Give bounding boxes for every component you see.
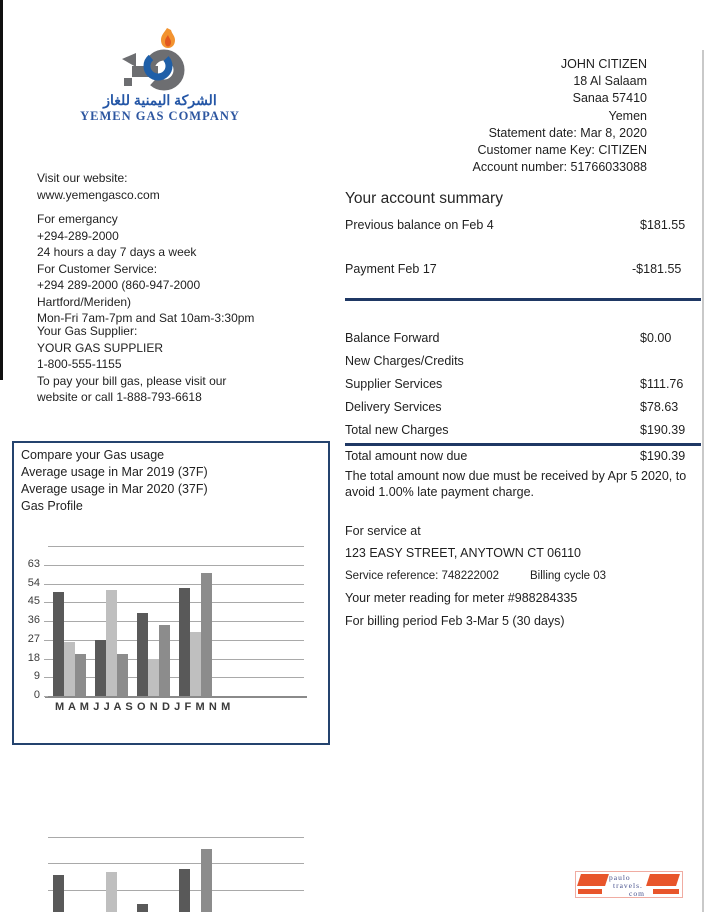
supplier-services-label: Supplier Services bbox=[345, 377, 443, 391]
statement-date: Statement date: Mar 8, 2020 bbox=[488, 125, 647, 140]
chart-y-tick-label: 45 bbox=[27, 595, 40, 608]
chart-titles bbox=[21, 447, 208, 515]
chart-y-tick-label: 63 bbox=[27, 557, 40, 570]
chart-bar bbox=[106, 872, 117, 912]
website-block bbox=[37, 170, 160, 203]
chart-bar bbox=[53, 875, 64, 912]
summary-row bbox=[345, 262, 701, 276]
chart-x-axis-labels: M A M J J A S O N D J F M N M bbox=[55, 701, 231, 713]
payment-label: Payment Feb 17 bbox=[345, 262, 437, 276]
total-new-charges-amount: $190.39 bbox=[640, 423, 686, 437]
divider-rule bbox=[345, 298, 701, 301]
chart-gridline bbox=[48, 837, 304, 838]
company-name-english: YEMEN GAS COMPANY bbox=[80, 109, 240, 123]
scan-edge-left bbox=[0, 0, 3, 380]
emergency-label: For emergancy bbox=[37, 212, 118, 226]
customer-name-key: Customer name Key: CITIZEN bbox=[477, 143, 647, 158]
chart-y-tick-label: 36 bbox=[27, 614, 40, 627]
delivery-services-amount: $78.63 bbox=[640, 400, 679, 414]
chart-y-tick-label: 9 bbox=[33, 670, 40, 683]
total-new-charges-label: Total new Charges bbox=[345, 423, 449, 437]
chart-title-gas-profile: Gas Profile bbox=[21, 499, 83, 513]
recipient-country: Yemen bbox=[608, 108, 647, 123]
pay-bill-line2: website or call 1-888-793-6618 bbox=[37, 390, 202, 404]
new-charges-label: New Charges/Credits bbox=[345, 354, 464, 368]
balance-forward-amount: $0.00 bbox=[640, 331, 672, 345]
recipient-block bbox=[347, 56, 647, 176]
summary-row bbox=[345, 218, 701, 232]
charge-row bbox=[345, 331, 701, 345]
paulo-travels-stamp bbox=[575, 871, 683, 898]
customer-service-hours: Mon-Fri 7am-7pm and Sat 10am-3:30pm bbox=[37, 311, 255, 325]
previous-balance-label: Previous balance on Feb 4 bbox=[345, 218, 494, 232]
customer-service-location: Hartford/Meriden) bbox=[37, 294, 132, 309]
chart-title-avg-2019: Average usage in Mar 2019 (37F) bbox=[21, 465, 208, 479]
chart-bar bbox=[137, 904, 148, 912]
charge-row bbox=[345, 354, 701, 368]
recipient-name: JOHN CITIZEN bbox=[560, 57, 647, 71]
supplier-phone: 1-800-555-1155 bbox=[37, 357, 122, 371]
company-logo bbox=[60, 26, 260, 124]
customer-service-phone: +294 289-2000 (860-947-2000 bbox=[37, 278, 201, 292]
account-number: Account number: 51766033088 bbox=[472, 160, 647, 175]
stamp-bar-left bbox=[578, 889, 602, 894]
chart-gridline bbox=[48, 863, 304, 864]
chart-title-compare: Compare your Gas usage bbox=[21, 448, 165, 462]
for-service-at: For service at bbox=[345, 524, 421, 538]
scan-edge-right bbox=[702, 50, 704, 912]
stamp-flag-left bbox=[577, 874, 609, 886]
total-due-label: Total amount now due bbox=[345, 449, 468, 463]
chart-title-avg-2020: Average usage in Mar 2020 (37F) bbox=[21, 482, 208, 496]
emergency-hours: 24 hours a day 7 days a week bbox=[37, 245, 197, 259]
service-reference: Service reference: 748222002 bbox=[345, 570, 500, 582]
previous-balance-amount: $181.55 bbox=[640, 218, 686, 232]
chart-y-tick-label: 27 bbox=[27, 632, 40, 645]
stamp-bar-right bbox=[653, 889, 679, 894]
recipient-city: Sanaa 57410 bbox=[572, 91, 647, 106]
chart-bar bbox=[179, 869, 190, 912]
stamp-text-line3: com bbox=[629, 889, 645, 898]
chart-bar bbox=[201, 849, 212, 912]
total-due-amount: $190.39 bbox=[640, 449, 686, 463]
service-address: 123 EASY STREET, ANYTOWN CT 06110 bbox=[345, 546, 581, 560]
recipient-street: 18 Al Salaam bbox=[573, 74, 647, 89]
due-note: The total amount now due must be received by Apr 5 2020, to avoid 1.00% late payment charge. bbox=[345, 469, 687, 499]
meter-reading: Your meter reading for meter #988284335 bbox=[345, 591, 578, 605]
billing-period: For billing period Feb 3-Mar 5 (30 days) bbox=[345, 614, 565, 628]
charge-row bbox=[345, 400, 701, 414]
total-due-row bbox=[345, 449, 701, 463]
supplier-services-amount: $111.76 bbox=[640, 377, 684, 391]
billing-cycle: Billing cycle 03 bbox=[530, 570, 607, 582]
emergency-phone: +294-289-2000 bbox=[37, 228, 119, 243]
emergency-block bbox=[37, 211, 254, 327]
stamp-text-line1: paulo bbox=[609, 873, 631, 882]
chart-gridline bbox=[48, 890, 304, 891]
payment-amount: -$181.55 bbox=[632, 262, 682, 276]
company-name-arabic: الشركة اليمنية للغاز bbox=[103, 92, 217, 108]
gas-logo-mark bbox=[118, 26, 202, 92]
balance-forward-label: Balance Forward bbox=[345, 331, 440, 345]
divider-rule bbox=[345, 443, 701, 446]
stamp-flag-right bbox=[646, 874, 680, 886]
pay-bill-line1: To pay your bill gas, please visit our bbox=[37, 373, 227, 388]
account-summary-heading: Your account summary bbox=[345, 190, 503, 207]
charge-row bbox=[345, 377, 701, 391]
supplier-label: Your Gas Supplier: bbox=[37, 324, 138, 338]
website-url: www.yemengasco.com bbox=[37, 187, 160, 202]
chart-y-tick-label: 0 bbox=[33, 689, 40, 701]
delivery-services-label: Delivery Services bbox=[345, 400, 442, 414]
chart-y-tick-label: 18 bbox=[27, 651, 40, 664]
charge-row bbox=[345, 423, 701, 437]
supplier-name: YOUR GAS SUPPLIER bbox=[37, 340, 164, 355]
chart-y-tick-label: 54 bbox=[27, 576, 40, 589]
customer-service-label: For Customer Service: bbox=[37, 261, 158, 276]
service-reference-row bbox=[345, 570, 701, 582]
website-label: Visit our website: bbox=[37, 171, 128, 185]
stamp-text-line2: travels. bbox=[613, 881, 643, 890]
supplier-block bbox=[37, 323, 226, 406]
